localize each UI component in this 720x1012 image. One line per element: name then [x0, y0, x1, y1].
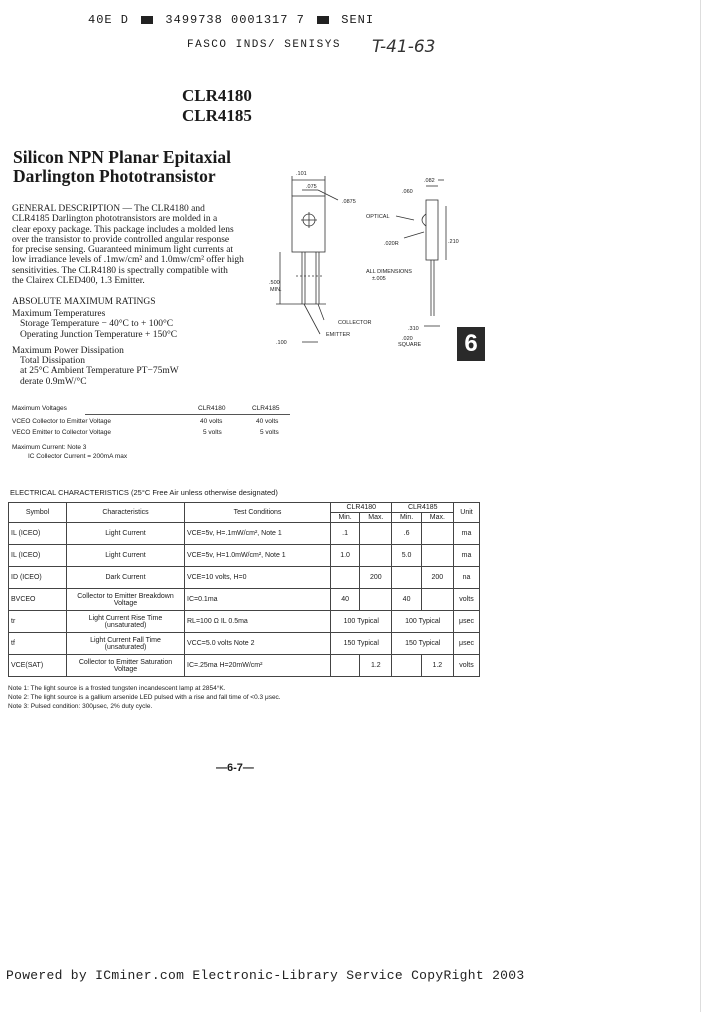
package-body-front — [292, 196, 325, 252]
rating-line: Operating Junction Temperature + 150°C — [20, 329, 178, 340]
barcode-block-icon — [317, 16, 329, 24]
cell-unit: ma — [454, 523, 480, 545]
header-suffix: SENI — [341, 13, 375, 27]
cell-a-max: 200 — [360, 567, 392, 589]
cell-symbol: IL (ICEO) — [9, 523, 67, 545]
cell-condition: IC=0.1ma — [185, 589, 331, 611]
header-symbol: Symbol — [9, 503, 67, 523]
package-outline-diagram — [266, 166, 476, 356]
cell-symbol: IL (ICEO) — [9, 545, 67, 567]
dim-101: .101 — [296, 171, 307, 177]
table-row — [9, 655, 480, 677]
cell-a-max: 1.2 — [360, 655, 392, 677]
cell-characteristic: Collector to Emitter Breakdown Voltage — [67, 589, 185, 611]
header-max-1: Max. — [360, 513, 392, 523]
voltages-rule — [85, 414, 290, 415]
cell-a-typical: 100 Typical — [331, 611, 392, 633]
cell-condition: VCE=5v, H=.1mW/cm², Note 1 — [185, 523, 331, 545]
cell-symbol: VCE(SAT) — [9, 655, 67, 677]
voltage-row-1-label: VCEO Collector to Emitter Voltage — [12, 418, 111, 425]
header-characteristics: Characteristics — [67, 503, 185, 523]
general-description — [12, 204, 244, 286]
table-header-row — [9, 503, 480, 513]
cell-unit: volts — [454, 655, 480, 677]
section-badge: 6 — [457, 327, 485, 361]
cell-condition: VCE=5v, H=1.0mW/cm², Note 1 — [185, 545, 331, 567]
title-line-1: Silicon NPN Planar Epitaxial — [13, 147, 231, 167]
cell-symbol: ID (ICEO) — [9, 567, 67, 589]
dim-310: .310 — [408, 326, 419, 332]
header-code-line — [88, 13, 374, 27]
cell-symbol: tf — [9, 633, 67, 655]
header-numbers: 3499738 0001317 7 — [165, 13, 305, 27]
cell-b-max: 1.2 — [421, 655, 453, 677]
cell-a-min: 40 — [331, 589, 360, 611]
voltage-row-2-label: VECO Emitter to Collector Voltage — [12, 429, 111, 436]
barcode-block-icon — [141, 16, 153, 24]
desc-line: low irradiance levels of .1mw/cm² and 1.0mw/cm² offer high — [12, 255, 244, 266]
cell-symbol: BVCEO — [9, 589, 67, 611]
current-heading: Maximum Current: Note 3 — [12, 444, 87, 451]
label-tolerance: ±.005 — [372, 276, 386, 282]
note-3: Note 3: Pulsed condition: 300μsec, 2% duty cycle. — [8, 703, 153, 710]
note-1: Note 1: The light source is a frosted tungsten incandescent lamp at 2854°K. — [8, 685, 226, 692]
label-dimensions: ALL DIMENSIONS — [366, 269, 412, 275]
rating-line: derate 0.9mW/°C — [20, 376, 87, 387]
title-line-2: Darlington Phototransistor — [13, 166, 216, 186]
header-clr4185: CLR4185 — [392, 503, 454, 513]
desc-line: clear epoxy package. This package includes a molded lens — [12, 224, 234, 235]
cell-a-min — [331, 655, 360, 677]
header-code: 40E D — [88, 13, 130, 27]
voltages-heading: Maximum Voltages — [12, 405, 67, 412]
cell-characteristic: Light Current — [67, 545, 185, 567]
table-row — [9, 633, 480, 655]
dim-020-square: .020 — [402, 336, 413, 342]
label-optical: OPTICAL — [366, 214, 390, 220]
current-line: IC Collector Current = 200mA max — [28, 453, 128, 460]
cell-characteristic: Collector to Emitter Saturation Voltage — [67, 655, 185, 677]
voltage-row-1-v1: 40 volts — [200, 418, 223, 425]
table-row — [9, 545, 480, 567]
cell-b-min: .6 — [392, 523, 421, 545]
cell-b-min — [392, 567, 421, 589]
dim-075: .075 — [306, 184, 317, 190]
cell-b-max — [421, 545, 453, 567]
handwritten-note: T-41-63 — [372, 37, 436, 57]
cell-characteristic: Light Current Fall Time (unsaturated) — [67, 633, 185, 655]
cell-a-max — [360, 523, 392, 545]
rating-line: at 25°C Ambient Temperature PT−75mW — [20, 366, 179, 377]
desc-line: over the transistor to provide controlled angular response — [12, 234, 230, 245]
header-unit: Unit — [454, 503, 480, 523]
dim-100: .100 — [276, 340, 287, 346]
desc-line: CLR4185 Darlington phototransistors are molded in a — [12, 214, 218, 225]
cell-a-typical: 150 Typical — [331, 633, 392, 655]
rating-line: Maximum Power Dissipation — [12, 345, 124, 356]
cell-a-max — [360, 545, 392, 567]
header-min-2: Min. — [392, 513, 421, 523]
dim-500: .500 — [269, 280, 280, 286]
cell-unit: μsec — [454, 611, 480, 633]
dim-060: .060 — [402, 189, 413, 195]
table-row — [9, 611, 480, 633]
cell-unit: volts — [454, 589, 480, 611]
rating-line: Maximum Temperatures — [12, 309, 106, 319]
abs-max-heading: ABSOLUTE MAXIMUM RATINGS — [12, 297, 156, 307]
footer-credit: Powered by ICminer.com Electronic-Library Service CopyRight 2003 — [6, 968, 525, 983]
cell-characteristic: Dark Current — [67, 567, 185, 589]
cell-unit: na — [454, 567, 480, 589]
header-max-2: Max. — [421, 513, 453, 523]
desc-line: sensitivities. The CLR4180 is spectrally compatible with — [12, 265, 228, 276]
label-emitter: EMITTER — [326, 332, 351, 338]
label-min: MIN. — [270, 287, 282, 293]
cell-a-min — [331, 567, 360, 589]
cell-unit: ma — [454, 545, 480, 567]
ec-caption: ELECTRICAL CHARACTERISTICS (25°C Free Air unless otherwise designated) — [10, 488, 278, 497]
dim-210: .210 — [448, 239, 459, 245]
cell-condition: IC=.25ma H=20mW/cm² — [185, 655, 331, 677]
package-body-side — [426, 200, 438, 260]
label-collector: COLLECTOR — [338, 320, 372, 326]
dim-020r: .020R — [384, 241, 399, 247]
voltages-col2: CLR4185 — [252, 405, 280, 412]
cell-b-min: 5.0 — [392, 545, 421, 567]
cell-characteristic: Light Current — [67, 523, 185, 545]
header-conditions: Test Conditions — [185, 503, 331, 523]
desc-line: GENERAL DESCRIPTION — The CLR4180 and — [12, 204, 205, 214]
cell-b-typical: 150 Typical — [392, 633, 454, 655]
cell-condition: VCC=5.0 volts Note 2 — [185, 633, 331, 655]
voltages-col1: CLR4180 — [198, 405, 226, 412]
header-min-1: Min. — [331, 513, 360, 523]
table-row — [9, 523, 480, 545]
cell-b-max — [421, 523, 453, 545]
cell-b-max: 200 — [421, 567, 453, 589]
voltage-row-1-v2: 40 volts — [256, 418, 279, 425]
dim-082: .082 — [424, 178, 435, 184]
voltage-row-2-v1: 5 volts — [203, 429, 222, 436]
scan-edge-line — [700, 0, 701, 1012]
cell-characteristic: Light Current Rise Time (unsaturated) — [67, 611, 185, 633]
note-2: Note 2: The light source is a gallium arsenide LED pulsed with a rise and fall time of <0.3 μsec. — [8, 694, 281, 701]
voltage-row-2-v2: 5 volts — [260, 429, 279, 436]
table-row — [9, 567, 480, 589]
part-number-1: CLR4180 — [182, 86, 252, 105]
cell-b-max — [421, 589, 453, 611]
cell-a-min: 1.0 — [331, 545, 360, 567]
cell-symbol: tr — [9, 611, 67, 633]
rating-line: Storage Temperature − 40°C to + 100°C — [20, 319, 174, 330]
dim-0875: .0875 — [342, 199, 356, 205]
desc-line: for precise sensing. Guaranteed minimum light currents at — [12, 245, 234, 256]
cell-condition: VCE=10 volts, H=0 — [185, 567, 331, 589]
cell-b-min — [392, 655, 421, 677]
desc-line: the Clairex CLED400, 1.3 Emitter. — [12, 276, 145, 287]
cell-b-typical: 100 Typical — [392, 611, 454, 633]
header-clr4180: CLR4180 — [331, 503, 392, 513]
rating-line: Total Dissipation — [20, 356, 86, 367]
part-number-2: CLR4185 — [182, 106, 252, 125]
cell-a-min: .1 — [331, 523, 360, 545]
abs-max-ratings — [12, 309, 179, 387]
electrical-characteristics-table — [8, 502, 480, 677]
cell-a-max — [360, 589, 392, 611]
cell-b-min: 40 — [392, 589, 421, 611]
cell-condition: RL=100 Ω IL 0.5ma — [185, 611, 331, 633]
cell-unit: μsec — [454, 633, 480, 655]
company-name: FASCO INDS/ SENISYS — [187, 39, 341, 51]
table-row — [9, 589, 480, 611]
label-square: SQUARE — [398, 342, 422, 348]
page-number: —6-7— — [216, 762, 254, 774]
